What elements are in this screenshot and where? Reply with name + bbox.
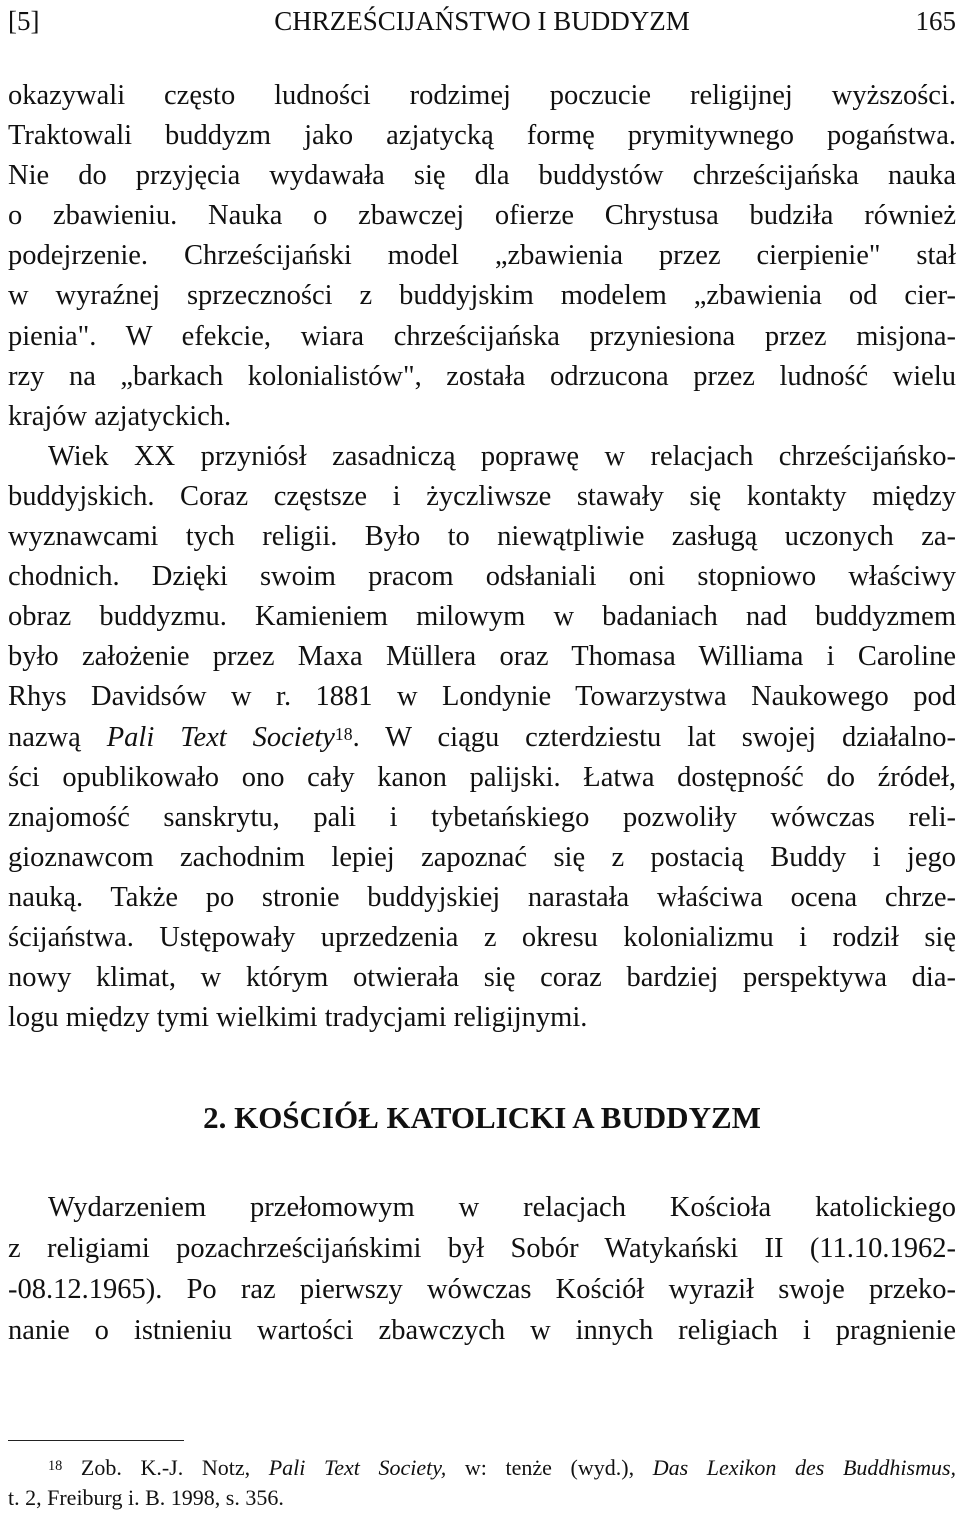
text-segment: nazwą <box>8 721 107 753</box>
body-line: obraz buddyzmu. Kamieniem milowym w badaniach nad buddyzmem <box>8 601 956 633</box>
footnote-line: t. 2, Freiburg i. B. 1998, s. 356. <box>8 1485 284 1510</box>
body-line: okazywali często ludności rodzimej poczucie religijnej wyższości. <box>8 80 956 111</box>
body-line: chodnich. Dzięki swoim pracom odsłaniali oni stopniowo właściwy <box>8 561 956 593</box>
footnote <box>8 1453 956 1513</box>
text-segment: . W ciągu czterdziestu lat swojej działalno- <box>352 721 957 753</box>
body-line: gioznawcom zachodnim lepiej zapoznać się z postacią Buddy i jego <box>8 841 956 873</box>
body-line: ścijaństwa. Ustępowały uprzedzenia z okresu kolonializmu i rodził się <box>8 921 956 953</box>
section-body <box>8 1187 956 1351</box>
running-title: CHRZEŚCIJAŃSTWO I BUDDYZM <box>274 6 690 36</box>
body-line: Nie do przyjęcia wydawała się dla buddystów chrześcijańska nauka <box>8 160 956 192</box>
section-marker: [5] <box>8 6 40 36</box>
text-segment: w: tenże (wyd.), <box>446 1455 653 1480</box>
body-line: krajów azjatyckich. <box>8 400 232 432</box>
section-line: nanie o istnieniu wartości zbawczych w innych religiach i pragnienie <box>8 1315 956 1346</box>
page-number: 165 <box>915 6 956 36</box>
text-segment: Zob. K.-J. Notz, <box>62 1455 269 1480</box>
footnote-ref[interactable]: 18 <box>334 723 353 744</box>
body-line-with-citation <box>8 718 956 758</box>
body-text <box>8 76 956 1038</box>
section-line: Wydarzeniem przełomowym w relacjach Kościoła katolickiego <box>48 1192 956 1223</box>
body-line: wyznawcami tych religii. Było to niewątpliwie zasługą uczonych za- <box>8 521 956 553</box>
body-line: o zbawieniu. Nauka o zbawczej ofierze Chrystusa budziła również <box>8 200 956 232</box>
body-line: nauką. Także po stronie buddyjskiej narastała właściwa ocena chrze- <box>8 881 956 913</box>
body-line: Wiek XX przyniósł zasadniczą poprawę w relacjach chrześcijańsko- <box>48 440 956 472</box>
body-line: nowy klimat, w którym otwierała się coraz bardziej perspektywa dia- <box>8 962 956 994</box>
footnote-number: 18 <box>48 1458 63 1474</box>
italic-title: Pali Text Society, <box>268 1455 447 1480</box>
body-line: logu między tymi wielkimi tradycjami religijnymi. <box>8 1002 588 1034</box>
section-line: z religiami pozachrześcijańskimi był Sobór Watykański II (11.10.1962- <box>8 1233 956 1264</box>
section-line: -08.12.1965). Po raz pierwszy wówczas Kościół wyraził swoje przeko- <box>8 1274 956 1305</box>
body-line: rzy na „barkach kolonialistów", została odrzucona przez ludność wielu <box>8 360 956 392</box>
footnote-line <box>8 1453 956 1483</box>
body-line: podejrzenie. Chrześcijański model „zbawienia przez cierpienie" stał <box>8 240 956 272</box>
document-page <box>8 0 956 1523</box>
body-line: było założenie przez Maxa Müllera oraz Thomasa Williama i Caroline <box>8 641 956 673</box>
body-line: Rhys Davidsów w r. 1881 w Londynie Towarzystwa Naukowego pod <box>8 681 956 713</box>
running-header <box>8 6 956 42</box>
body-line: znajomość sanskrytu, pali i tybetańskiego pozwoliły wówczas reli- <box>8 801 956 833</box>
body-line: pienia". W efekcie, wiara chrześcijańska przyniesiona przez misjona- <box>8 320 956 352</box>
section-heading: 2. KOŚCIÓŁ KATOLICKI A BUDDYZM <box>203 1100 761 1135</box>
footnote-divider <box>8 1440 184 1441</box>
body-line: w wyraźnej sprzeczności z buddyjskim modelem „zbawienia od cier- <box>8 280 956 312</box>
body-line: Traktowali buddyzm jako azjatycką formę prymitywnego pogaństwa. <box>8 120 956 152</box>
italic-title: Pali Text Society <box>106 721 335 753</box>
body-line: buddyjskich. Coraz częstsze i życzliwsze stawały się kontakty między <box>8 480 956 512</box>
italic-title: Das Lexikon des Buddhismus, <box>652 1455 957 1480</box>
body-line: ści opublikowało ono cały kanon palijski. Łatwa dostępność do źródeł, <box>8 761 956 793</box>
